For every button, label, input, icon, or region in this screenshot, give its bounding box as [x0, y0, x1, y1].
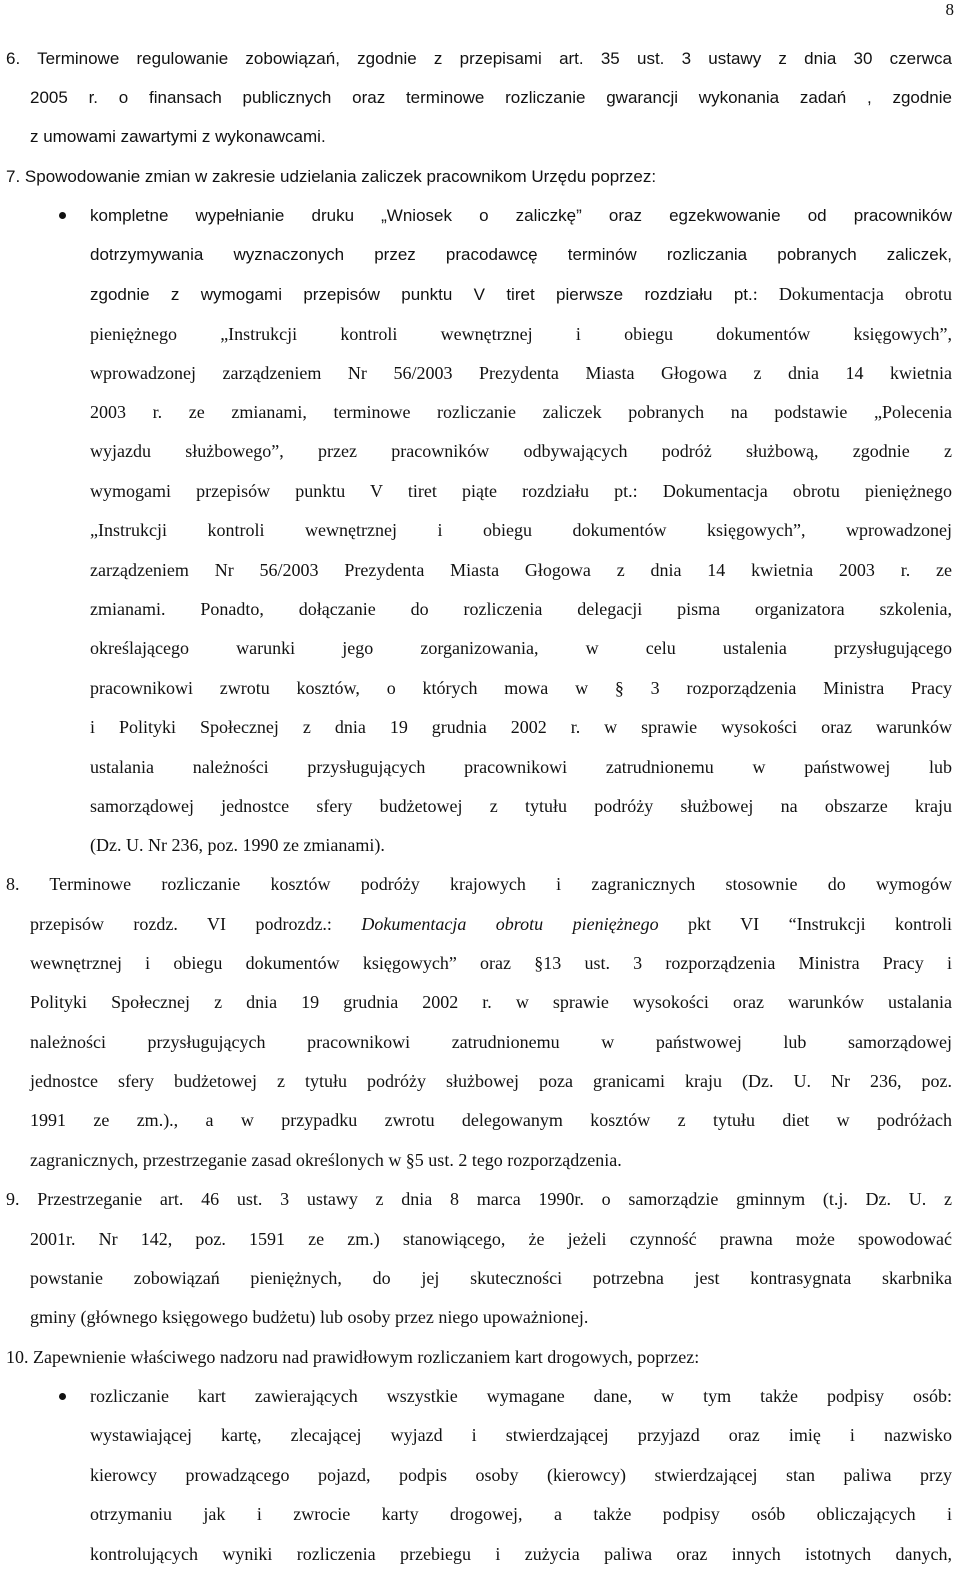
text-line: gminy (głównego księgowego budżetu) lub osoby przez niego upoważnionej.: [30, 1307, 589, 1327]
text-line: „Instrukcji kontroli wewnętrznej i obiegu dokumentów księgowych”, wprowadzonej: [90, 520, 952, 540]
text-line: 2001r. Nr 142, poz. 1591 ze zm.) stanowiącego, że jeżeli czynność prawna może spowodować: [30, 1229, 952, 1249]
text-line: 10. Zapewnienie właściwego nadzoru nad prawidłowym rozliczaniem kart drogowych, poprzez:: [6, 1347, 700, 1367]
text-line: wymogami przepisów punktu V tiret piąte rozdziału pt.: Dokumentacja obrotu pieniężnego: [90, 481, 952, 501]
text-line: 6. Terminowe regulowanie zobowiązań, zgodnie z przepisami art. 35 ust. 3 ustawy z dnia 30 czerwca: [6, 49, 952, 68]
text-line: wyjazdu służbowego”, przez pracowników odbywających podróż służbową, zgodnie z: [90, 441, 952, 461]
text-line: zmianami. Ponadto, dołączanie do rozliczenia delegacji pisma organizatora szkolenia,: [90, 599, 952, 619]
text-line: kontrolujących wyniki rozliczenia przebiegu i zużycia paliwa oraz innych istotnych danych,: [90, 1544, 952, 1564]
text-line: 2003 r. ze zmianami, terminowe rozliczanie zaliczek pobranych na podstawie „Polecenia: [90, 402, 952, 422]
text-line: pieniężnego „Instrukcji kontroli wewnętrznej i obiegu dokumentów księgowych”,: [90, 324, 952, 344]
text-line: otrzymaniu jak i zwrocie karty drogowej, a także podpisy osób obliczających i: [90, 1504, 952, 1524]
text-line: 2005 r. o finansach publicznych oraz terminowe rozliczanie gwarancji wykonania zadań , zgodnie: [30, 88, 952, 107]
text-line: wewnętrznej i obiegu dokumentów księgowych” oraz §13 ust. 3 rozporządzenia Ministra Pracy i: [30, 953, 952, 973]
text-segment: przepisów rozdz. VI podrozdz.:: [30, 914, 362, 934]
text-line: samorządowej jednostce sfery budżetowej z tytułu podróży służbowej na obszarze kraju: [90, 796, 952, 816]
bullet-icon: [59, 1393, 66, 1400]
text-segment-italic: Dokumentacja obrotu pieniężnego: [361, 914, 659, 934]
text-line: [30, 913, 952, 935]
text-line: kierowcy prowadzącego pojazd, podpis osoby (kierowcy) stwierdzającej stan paliwa przy: [90, 1465, 952, 1485]
bullet-icon: [59, 212, 66, 219]
text-line: wystawiającej kartę, zlecającej wyjazd i stwierdzającej przyjazd oraz imię i nazwisko: [90, 1425, 952, 1445]
text-line: rozliczanie kart zawierających wszystkie wymagane dane, w tym także podpisy osób:: [90, 1386, 952, 1406]
text-segment: zgodnie z wymogami przepisów punktu V tiret pierwsze rozdziału pt.: [90, 285, 753, 304]
text-line: należności przysługujących pracownikowi zatrudnionemu w państwowej lub samorządowej: [30, 1032, 952, 1052]
text-line: 1991 ze zm.)., a w przypadku zwrotu delegowanym kosztów z tytułu diet w podróżach: [30, 1110, 952, 1130]
text-line: ustalania należności przysługujących pracownikowi zatrudnionemu w państwowej lub: [90, 757, 952, 777]
text-line: i Polityki Społecznej z dnia 19 grudnia 2002 r. w sprawie wysokości oraz warunków: [90, 717, 952, 737]
text-line: Polityki Społecznej z dnia 19 grudnia 2002 r. w sprawie wysokości oraz warunków ustalania: [30, 992, 952, 1012]
text-line: zagranicznych, przestrzeganie zasad określonych w §5 ust. 2 tego rozporządzenia.: [30, 1150, 622, 1170]
text-line: kompletne wypełnianie druku „Wniosek o zaliczkę” oraz egzekwowanie od pracowników: [90, 206, 952, 225]
text-line: pracownikowi zwrotu kosztów, o których mowa w § 3 rozporządzenia Ministra Pracy: [90, 678, 952, 698]
page-number: 8: [945, 0, 954, 19]
text-line: jednostce sfery budżetowej z tytułu podróży służbowej poza granicami kraju (Dz. U. Nr 236, poz.: [30, 1071, 952, 1091]
text-segment: pkt VI “Instrukcji kontroli: [658, 914, 953, 934]
text-line: (Dz. U. Nr 236, poz. 1990 ze zmianami).: [90, 835, 385, 855]
text-line: z umowami zawartymi z wykonawcami.: [30, 127, 326, 146]
text-line: 9. Przestrzeganie art. 46 ust. 3 ustawy z dnia 8 marca 1990r. o samorządzie gminnym (t.j. Dz. U. z: [6, 1189, 952, 1209]
text-line: określającego warunki jego zorganizowania, w celu ustalenia przysługującego: [90, 638, 952, 658]
text-line: zarządzeniem Nr 56/2003 Prezydenta Miasta Głogowa z dnia 14 kwietnia 2003 r. ze: [90, 560, 952, 580]
text-line: 8. Terminowe rozliczanie kosztów podróży krajowych i zagranicznych stosownie do wymogów: [6, 874, 952, 894]
text-line: wprowadzonej zarządzeniem Nr 56/2003 Prezydenta Miasta Głogowa z dnia 14 kwietnia: [90, 363, 952, 383]
text-line: powstanie zobowiązań pieniężnych, do jej skuteczności potrzebna jest kontrasygnata skarbnika: [30, 1268, 952, 1288]
text-line: [90, 283, 952, 306]
text-line: dotrzymywania wyznaczonych przez pracodawcę terminów rozliczania pobranych zaliczek,: [90, 245, 952, 264]
text-line: 7. Spowodowanie zmian w zakresie udzielania zaliczek pracownikom Urzędu poprzez:: [6, 167, 657, 186]
text-segment: : Dokumentacja obrotu: [752, 284, 952, 304]
